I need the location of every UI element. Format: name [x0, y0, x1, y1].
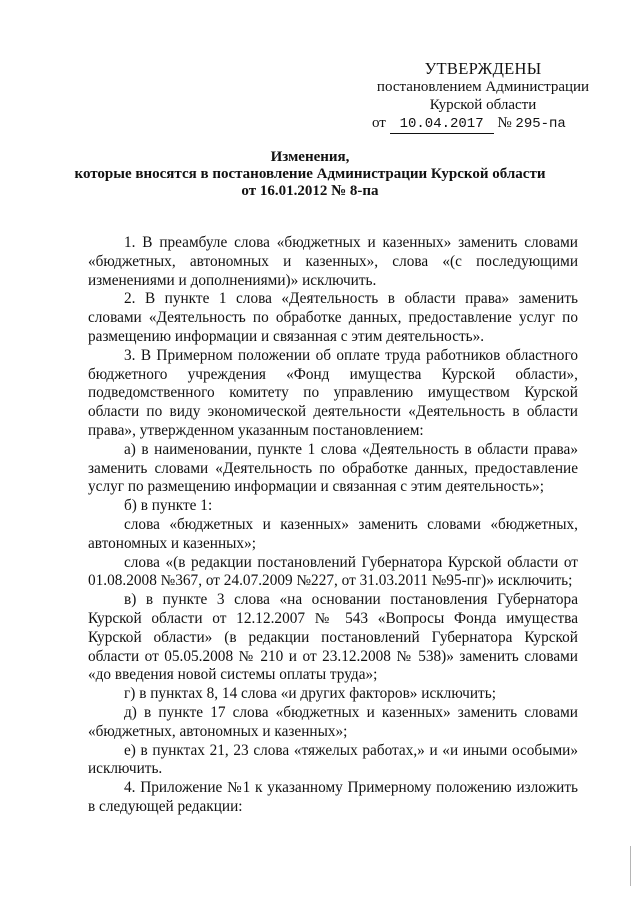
number-prefix: №	[497, 115, 512, 131]
approval-date: 10.04.2017	[390, 115, 494, 134]
approval-block	[372, 60, 594, 134]
paragraph-2: 2. В пункте 1 слова «Деятельность в области права» заменить словами «Деятельность по обработке данных, предоставление услуг по размещению информации и связанная с этим деятельность».	[88, 290, 578, 345]
approval-line-2: Курской области	[429, 97, 537, 113]
document-title	[60, 149, 560, 200]
paragraph-3a: а) в наименовании, пункте 1 слова «Деятельность в области права» заменить словами «Деятельность по обработке данных, предоставление услуг по размещению информации и связанная с этим деятельность»;	[88, 440, 578, 496]
date-prefix: от	[372, 115, 386, 131]
paragraph-3b-1: слова «бюджетных и казенных» заменить словами «бюджетных, автономных и казенных»;	[88, 515, 578, 552]
document-body	[88, 234, 578, 817]
paragraph-4: 4. Приложение №1 к указанному Примерному положению изложить в следующей редакции:	[88, 779, 578, 815]
paragraph-3b-2: слова «(в редакции постановлений Губернатора Курской области от 01.08.2008 №367, от 24.07.2009 №227, от 31.03.2011 №95-пг)» исключить;	[88, 553, 578, 590]
approval-date-number-line	[372, 114, 594, 134]
paragraph-3e: е) в пунктах 21, 23 слова «тяжелых работах,» и «и иными особыми» исключить.	[88, 741, 578, 778]
paragraph-3v: в) в пункте 3 слова «на основании постановления Губернатора Курской области от 12.12.2007 № 543 «Вопросы Фонда имущества Курской области» (в редакции постановлений Губернатора Курской области от 05.05.2008 № 210 и от 23.12.2008 № 538)» заменить словами «до введения новой системы оплаты труда»;	[88, 591, 578, 684]
approval-heading: УТВЕРЖДЕНЫ	[424, 59, 542, 78]
title-line-3: от 16.01.2012 № 8-па	[241, 183, 379, 199]
approval-number: 295-па	[515, 116, 566, 132]
paragraph-3b: б) в пункте 1:	[124, 497, 213, 515]
scan-margin-mark	[630, 846, 631, 886]
paragraph-1: 1. В преамбуле слова «бюджетных и казенных» заменить словами «бюджетных, автономных и казенных», слова «(с последующими изменениями и дополнениями)» исключить.	[88, 234, 578, 289]
title-line-2: которые вносятся в постановление Администрации Курской области	[74, 166, 546, 182]
paragraph-3g: г) в пунктах 8, 14 слова «и других факторов» исключить;	[124, 685, 496, 703]
approval-line-1: постановлением Администрации	[376, 79, 590, 95]
paragraph-3: 3. В Примерном положении об оплате труда работников областного бюджетного учреждения «Фонд имущества Курской области», подведомственного комитету по управлению имуществом Курской области по виду экономической деятельности «Деятельность в области права», утвержденном указанным постановлением:	[88, 346, 578, 439]
paragraph-3d: д) в пункте 17 слова «бюджетных и казенных» заменить словами «бюджетных, автономных и казенных»;	[88, 703, 578, 740]
title-line-1: Изменения,	[270, 149, 350, 165]
